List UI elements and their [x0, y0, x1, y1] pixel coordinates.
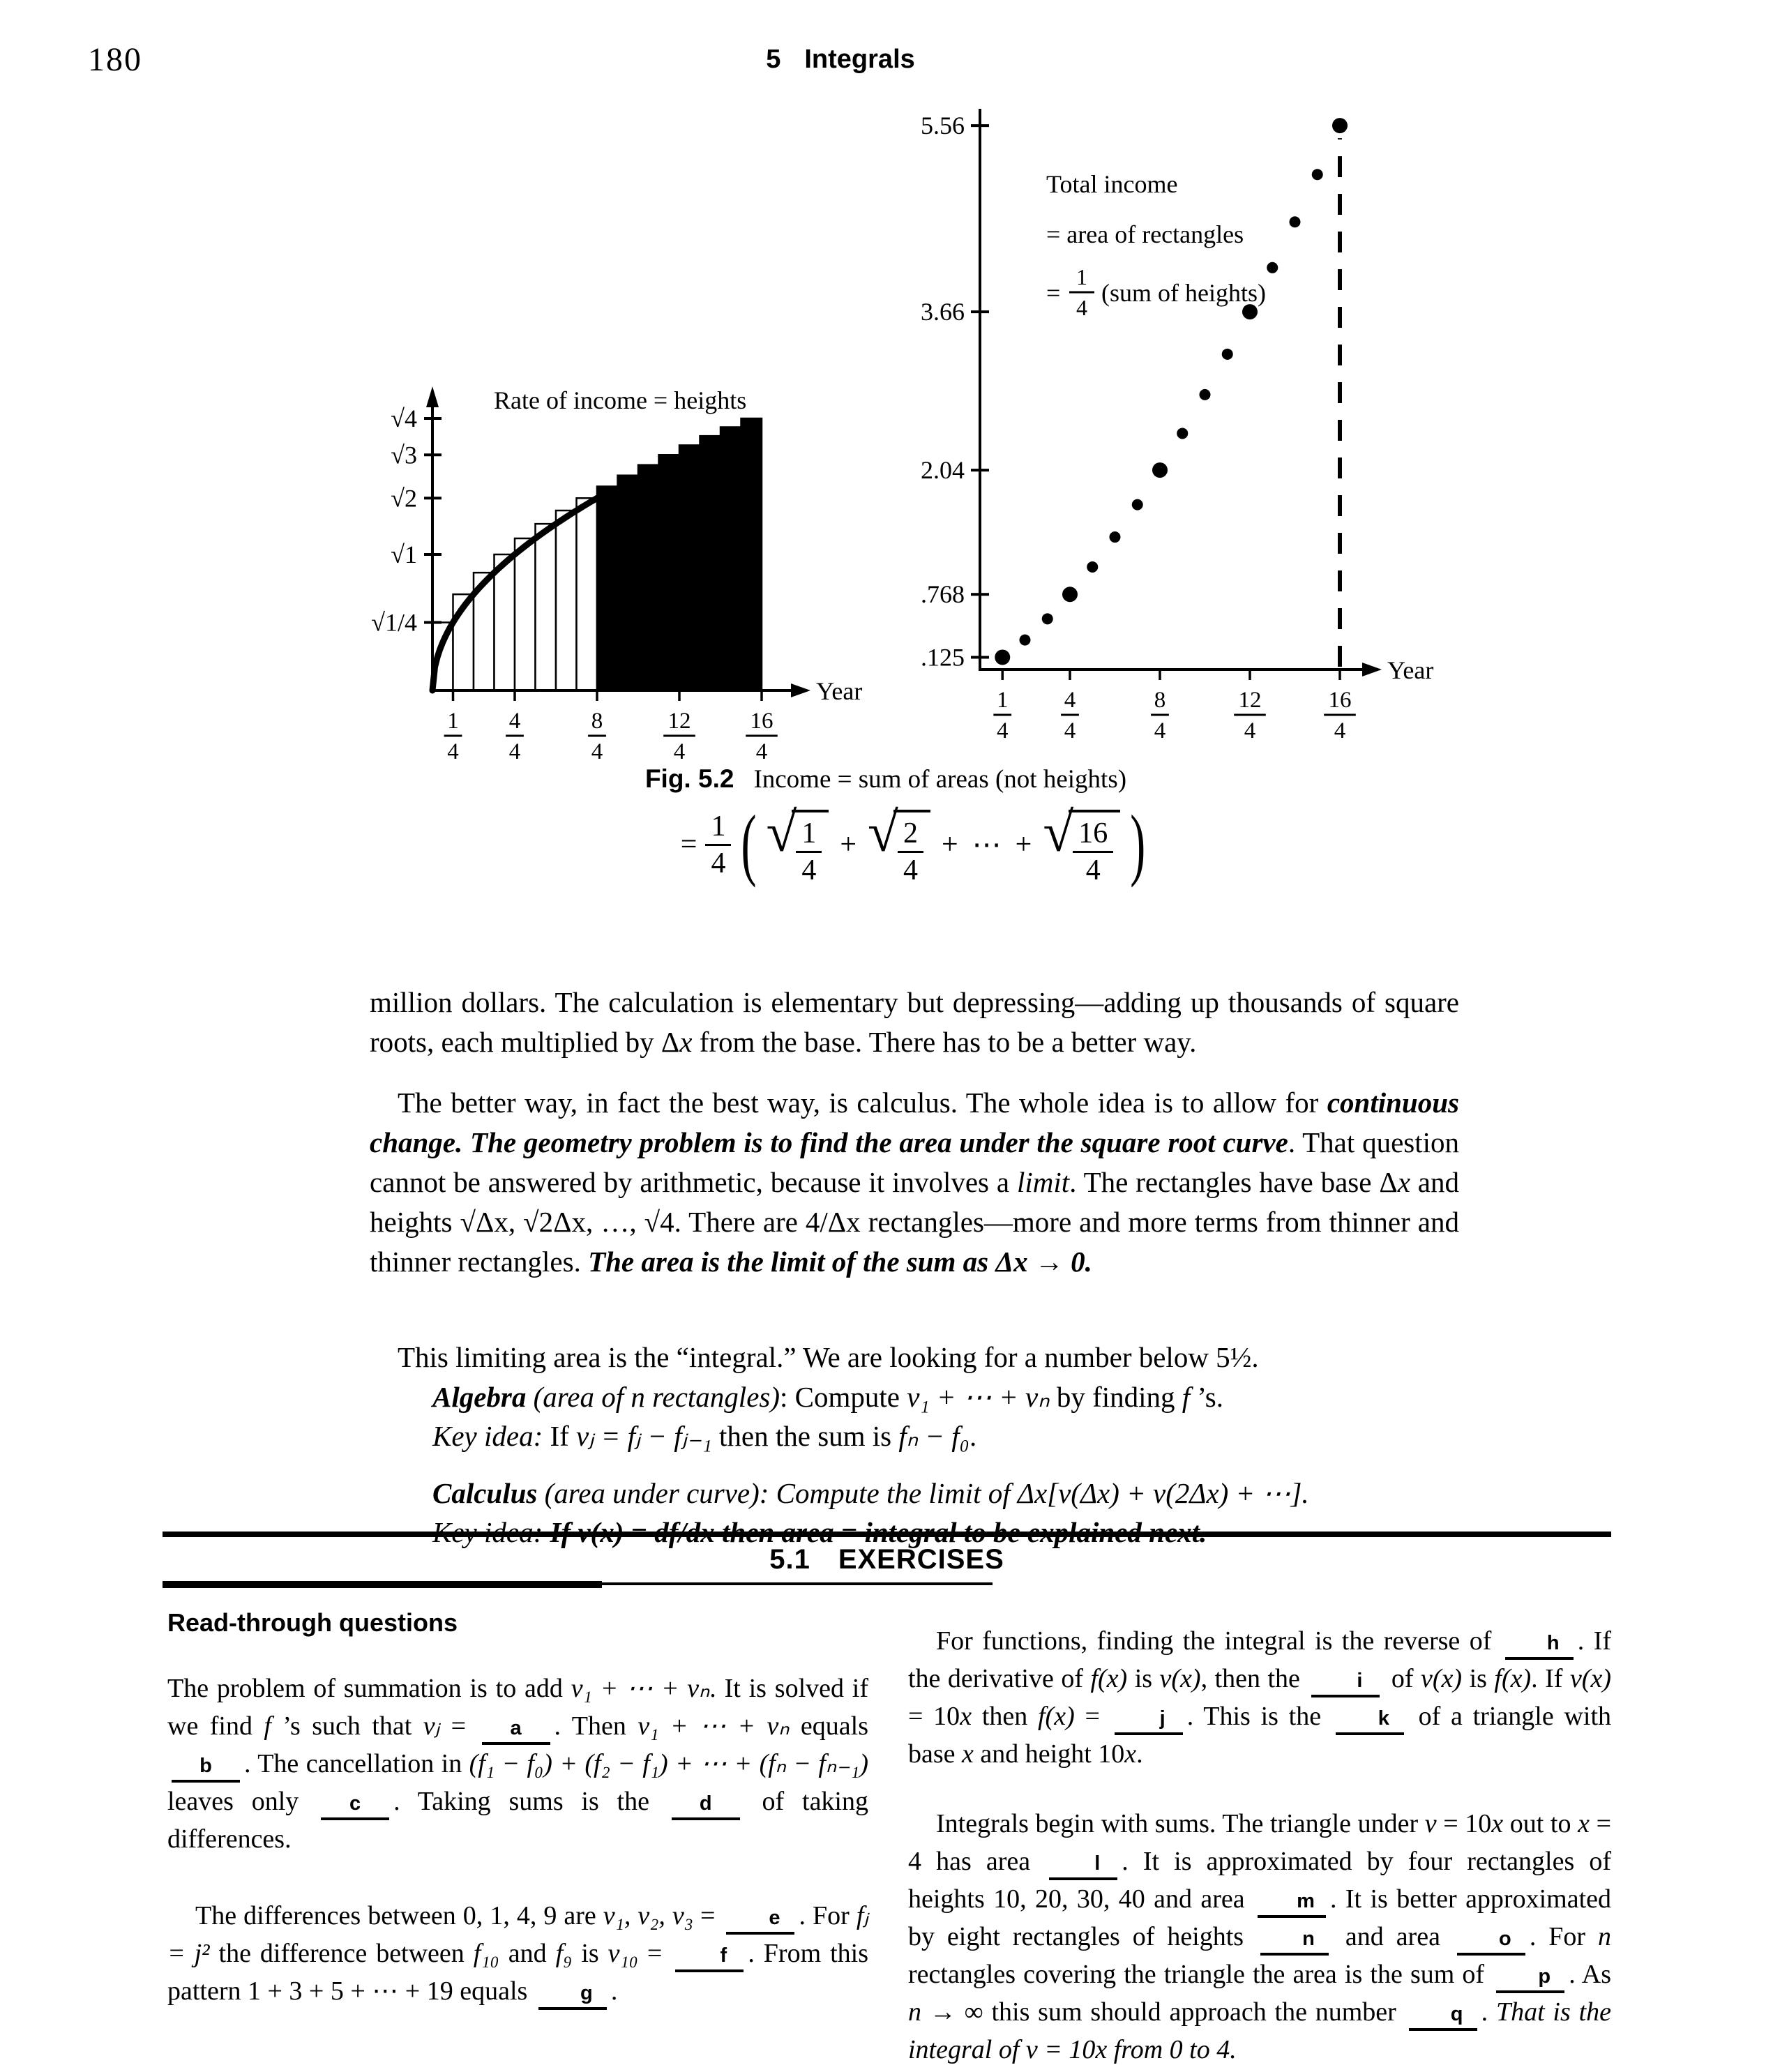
- text-run: equals: [789, 1711, 868, 1741]
- income-dot: [1110, 531, 1121, 543]
- text-run: [752, 1749, 759, 1778]
- text-run: v(x): [1159, 1664, 1201, 1693]
- text-run: x: [962, 1739, 974, 1769]
- readthrough-right-paragraph-1: [908, 1622, 1611, 1773]
- algebra-key-idea-line: [432, 1416, 1465, 1455]
- svg-text:1: 1: [447, 709, 459, 734]
- text-run: of: [1384, 1664, 1421, 1693]
- bar-chart-group: [371, 386, 862, 764]
- x-axis-arrow-icon: [1362, 663, 1382, 676]
- text-run: f(x): [1090, 1664, 1128, 1693]
- income-bar: [515, 538, 536, 690]
- fill-in-blank-f: f: [675, 1945, 744, 1972]
- page-number: 180: [88, 41, 142, 78]
- income-bar: [536, 524, 557, 690]
- text-run: (area of n rectangles): [526, 1381, 780, 1413]
- income-dot: [1267, 262, 1278, 273]
- text-run: : Compute: [780, 1381, 907, 1413]
- fill-in-blank-m: m: [1258, 1891, 1326, 1918]
- text-run: . As: [1569, 1960, 1611, 1989]
- text-run: .: [969, 1420, 977, 1452]
- text-run: . It is better approximated by eight rectangles of heights: [908, 1884, 1611, 1951]
- formula-equals: =: [680, 829, 697, 861]
- income-dot: [1020, 635, 1031, 646]
- y-axis-arrow-icon: [426, 386, 439, 407]
- text-run: f₉: [555, 1939, 573, 1968]
- paragraph-million-dollars: [370, 983, 1459, 1062]
- y-tick-label: √4: [391, 404, 417, 432]
- text-run: (area under curve): Compute the limit of Δx[v(Δx) + v(2Δx) + ⋯].: [537, 1477, 1309, 1509]
- text-run: . Taking sums is the: [393, 1787, 667, 1816]
- radical-icon: √: [766, 802, 797, 863]
- text-run: =: [1074, 1702, 1110, 1731]
- text-run: .: [1481, 1997, 1496, 2027]
- formula-terms: [766, 803, 1120, 886]
- text-run: and height 10: [973, 1739, 1125, 1769]
- exercises-header: [163, 1532, 1611, 1588]
- text-run: and heights √Δx, √2Δx, …, √4. There are 4/Δx rectangles—more and more terms from thinner and thinner rectangles.: [370, 1166, 1459, 1278]
- text-run: This limiting area is the “integral.” We are looking for a number below 5½.: [398, 1341, 1259, 1373]
- text-run: v: [1424, 1809, 1437, 1838]
- text-run: the difference between: [209, 1939, 474, 1968]
- text-run: . This is the: [1186, 1702, 1331, 1731]
- income-bar: [679, 445, 700, 690]
- algebra-line: [432, 1377, 1465, 1416]
- text-run: Calculus: [432, 1477, 538, 1509]
- income-dot: [1087, 561, 1098, 573]
- text-run: . It is solved if we find: [167, 1674, 869, 1741]
- text-run: . That question cannot be answered by arithmetic, because it involves a: [370, 1126, 1460, 1198]
- svg-text:12: 12: [667, 709, 691, 734]
- text-run: ’s such that: [271, 1711, 423, 1741]
- income-dot: [1062, 587, 1078, 602]
- text-run: vⱼ = fⱼ − fⱼ₋₁: [576, 1420, 712, 1452]
- income-dot: [1222, 349, 1233, 360]
- svg-text:4: 4: [1244, 718, 1256, 743]
- y-tick-label: 5.56: [921, 112, 965, 140]
- fill-in-blank-i: i: [1311, 1670, 1380, 1697]
- text-run: (fₙ − fₙ₋₁): [759, 1749, 869, 1778]
- svg-text:16: 16: [750, 709, 774, 734]
- income-bar: [597, 487, 618, 691]
- text-run: fₙ − f₀: [898, 1420, 970, 1452]
- income-dot: [1152, 462, 1168, 478]
- paragraph-limiting-area: [370, 1338, 1459, 1377]
- text-run: then: [972, 1702, 1038, 1731]
- text-run: f: [264, 1711, 271, 1741]
- text-run: x: [1578, 1809, 1590, 1838]
- text-run: , then the: [1200, 1664, 1308, 1693]
- svg-text:4: 4: [755, 739, 768, 764]
- sqrt-term: √ $\frac{16}{4}$: [1043, 803, 1120, 886]
- text-run: If: [543, 1420, 577, 1452]
- paragraph-better-way: [370, 1083, 1459, 1282]
- svg-text:4: 4: [508, 739, 521, 764]
- rate-of-income-bar-chart: [328, 363, 907, 767]
- text-run: . It is approximated by four rectangles of heights 10, 20, 30, 40 and area: [908, 1847, 1611, 1914]
- fill-in-blank-b: b: [172, 1755, 240, 1783]
- text-run: million dollars. The calculation is elementary but depressing—adding up thousands of square roots, each multiplied by Δ: [370, 986, 1459, 1058]
- text-run: . For: [1529, 1922, 1598, 1951]
- text-run: v(x): [1569, 1664, 1611, 1693]
- text-run: limit: [1016, 1166, 1070, 1198]
- svg-text:4: 4: [673, 739, 686, 764]
- fill-in-blank-j: j: [1115, 1708, 1183, 1735]
- y-tick-label: √3: [391, 441, 417, 469]
- text-run: =: [693, 1901, 723, 1930]
- annotation-frac-den: 4: [1076, 295, 1087, 320]
- y-tick-label: .768: [921, 580, 965, 609]
- text-run: is: [572, 1939, 608, 1968]
- text-run: and: [499, 1939, 556, 1968]
- text-run: . Then: [554, 1711, 638, 1741]
- annotation-line1: Total income: [1046, 170, 1178, 198]
- svg-text:4: 4: [1064, 688, 1076, 713]
- income-sum-formula: [370, 799, 1458, 889]
- fill-in-blank-n: n: [1260, 1928, 1329, 1956]
- text-run: by finding: [1049, 1381, 1182, 1413]
- text-run: The differences between 0, 1, 4, 9 are: [195, 1901, 603, 1930]
- figure-caption-label: Fig. 5.2: [644, 764, 734, 793]
- text-run: (f₁ − f₀) + (f₂ − f₁) + ⋯ +: [469, 1749, 753, 1778]
- text-run: That is the integral of v = 10x from 0 to 4.: [908, 1997, 1611, 2064]
- readthrough-left-paragraph-2: [167, 1897, 868, 2010]
- text-run: from the base. There has to be a better way.: [692, 1026, 1197, 1058]
- radical-icon: √: [868, 802, 898, 863]
- text-run: . From this pattern 1 + 3 + 5 + ⋯ + 19 equals: [167, 1939, 868, 2006]
- income-bar: [638, 465, 659, 690]
- text-run: =: [637, 1939, 672, 1968]
- text-run: v₁ + ⋯ + vₙ: [571, 1674, 710, 1703]
- income-dot: [1042, 613, 1053, 624]
- text-run: and area: [1333, 1922, 1453, 1951]
- text-run: .: [610, 1976, 618, 2006]
- text-run: f: [1182, 1381, 1191, 1413]
- text-run: Key idea:: [432, 1420, 543, 1452]
- text-run: For functions, finding the integral is the reverse of: [936, 1626, 1501, 1656]
- annotation-frac-num: 1: [1076, 264, 1087, 289]
- y-tick-label: √1/4: [371, 608, 417, 637]
- figure-caption-text: Income = sum of areas (not heights): [753, 765, 1127, 794]
- text-run: then the sum is: [711, 1420, 899, 1452]
- radical-icon: √: [1043, 802, 1074, 863]
- text-run: is: [1462, 1664, 1495, 1693]
- income-dot: [1290, 216, 1301, 227]
- text-run: x: [960, 1702, 972, 1731]
- chapter-number: 5: [766, 45, 781, 74]
- scatter-chart-group: [921, 109, 1433, 743]
- exercises-rule-bottom-thin: [602, 1582, 993, 1585]
- y-tick-label: 2.04: [921, 456, 965, 485]
- annotation-line3-eq: =: [1046, 279, 1061, 307]
- text-run: The area is the limit of the sum as Δx → 0.: [588, 1246, 1092, 1278]
- figure-caption: [342, 764, 1430, 794]
- income-bar: [618, 476, 639, 690]
- text-run: = 10: [1436, 1809, 1492, 1838]
- formula-operator: +: [1015, 829, 1032, 861]
- text-run: x: [1397, 1166, 1410, 1198]
- fill-in-blank-k: k: [1336, 1708, 1404, 1735]
- income-dot: [1312, 169, 1323, 180]
- income-bar: [700, 436, 721, 690]
- x-axis-arrow-icon: [791, 683, 810, 697]
- fill-in-blank-h: h: [1505, 1633, 1574, 1660]
- text-run: f₁₀: [473, 1939, 499, 1968]
- fill-in-blank-e: e: [726, 1907, 794, 1935]
- text-run: v₁ + ⋯ + vₙ: [637, 1711, 790, 1741]
- readthrough-right-paragraph-2: [908, 1805, 1611, 2069]
- income-dot: [1177, 428, 1188, 439]
- formula-coefficient-fraction: $\frac{1}{4}$: [705, 811, 731, 879]
- formula-operator: +: [941, 829, 958, 861]
- text-run: v₁₀: [608, 1939, 638, 1968]
- svg-text:4: 4: [1064, 718, 1076, 743]
- text-run: = 4 has area: [908, 1809, 1612, 1876]
- text-run: f(x): [1038, 1702, 1075, 1731]
- text-run: x: [1124, 1739, 1137, 1769]
- income-bar: [495, 554, 515, 690]
- text-run: . If: [1531, 1664, 1570, 1693]
- text-run: . The rectangles have base Δ: [1069, 1166, 1398, 1198]
- formula-open-paren: (: [741, 799, 757, 889]
- fill-in-blank-d: d: [672, 1793, 740, 1820]
- x-axis-label: Year: [816, 677, 863, 705]
- read-through-heading: Read-through questions: [167, 1608, 458, 1637]
- exercises-title: [163, 1537, 1611, 1581]
- text-run: of a triangle with base: [908, 1702, 1611, 1769]
- chapter-title: Integrals: [804, 45, 915, 74]
- fill-in-blank-o: o: [1457, 1928, 1525, 1956]
- formula-operator: +: [840, 829, 857, 861]
- svg-text:4: 4: [508, 709, 521, 734]
- income-bar: [556, 511, 577, 690]
- fill-in-blank-q: q: [1409, 2004, 1477, 2031]
- text-run: → ∞ this sum should approach the number: [921, 1997, 1405, 2027]
- fill-in-blank-l: l: [1049, 1853, 1117, 1880]
- svg-text:4: 4: [1154, 718, 1166, 743]
- svg-text:12: 12: [1238, 688, 1262, 713]
- chart-title: Rate of income = heights: [494, 386, 747, 414]
- exercises-rule-bottom: [163, 1581, 1611, 1588]
- text-run: . If the derivative of: [908, 1626, 1611, 1693]
- svg-text:4: 4: [997, 718, 1009, 743]
- text-run: n: [908, 1997, 921, 2027]
- text-run: Algebra: [432, 1381, 527, 1413]
- sqrt-term: √ $\frac{2}{4}$: [868, 803, 930, 886]
- text-run: x: [679, 1026, 693, 1058]
- fill-in-blank-g: g: [538, 1983, 607, 2010]
- income-dot: [995, 649, 1010, 665]
- svg-text:4: 4: [591, 739, 603, 764]
- svg-text:8: 8: [591, 709, 603, 734]
- text-run: vⱼ: [423, 1711, 440, 1741]
- income-dot: [1132, 499, 1143, 511]
- formula-operator: ⋯: [972, 829, 1002, 862]
- fill-in-blank-a: a: [482, 1718, 550, 1745]
- text-run: v(x): [1421, 1664, 1463, 1693]
- text-run: .: [1136, 1739, 1143, 1769]
- formula-close-paren: ): [1130, 799, 1146, 889]
- income-bar: [577, 498, 598, 690]
- y-tick-label: √1: [391, 540, 417, 568]
- fill-in-blank-p: p: [1496, 1966, 1564, 1993]
- income-bar: [720, 427, 741, 690]
- text-run: v₁ + ⋯ + vₙ: [907, 1381, 1050, 1413]
- text-run: n: [1598, 1922, 1611, 1951]
- exercises-section-number: 5.1: [769, 1544, 810, 1575]
- income-dot: [1332, 118, 1348, 133]
- text-run: of taking differences.: [167, 1787, 868, 1854]
- svg-text:8: 8: [1154, 688, 1166, 713]
- text-run: . For: [799, 1901, 857, 1930]
- chapter-heading: [766, 45, 915, 75]
- text-run: =: [439, 1711, 478, 1741]
- svg-text:16: 16: [1328, 688, 1352, 713]
- annotation-line2: = area of rectangles: [1046, 220, 1244, 248]
- algebra-calculus-block: [432, 1377, 1465, 1552]
- fill-in-blank-c: c: [321, 1793, 389, 1820]
- text-run: v₁, v₂, v₃: [603, 1901, 694, 1930]
- exercises-rule-bottom-thick: [163, 1581, 602, 1588]
- svg-text:4: 4: [447, 739, 459, 764]
- text-run: x: [1491, 1809, 1504, 1838]
- y-tick-label: 3.66: [921, 298, 965, 326]
- income-dot: [1200, 389, 1211, 400]
- exercises-rule-top: [163, 1532, 1611, 1537]
- income-bar: [741, 418, 762, 690]
- sqrt-term: √ $\frac{1}{4}$: [766, 803, 829, 886]
- calculus-line: [432, 1474, 1465, 1513]
- text-run: . The cancellation in: [244, 1749, 469, 1778]
- text-run: is: [1127, 1664, 1160, 1693]
- y-tick-label: √2: [391, 484, 417, 513]
- text-run: ’s.: [1190, 1381, 1224, 1413]
- svg-text:1: 1: [997, 688, 1009, 713]
- text-run: out to: [1503, 1809, 1578, 1838]
- text-run: f(x): [1494, 1664, 1532, 1693]
- income-bar: [659, 455, 680, 690]
- exercises-section-title: EXERCISES: [838, 1544, 1004, 1575]
- annotation-line3-suffix: (sum of heights): [1101, 279, 1266, 307]
- text-run: leaves only: [167, 1787, 317, 1816]
- text-run: The problem of summation is to add: [167, 1674, 571, 1703]
- text-run: The better way, in fact the best way, is calculus. The whole idea is to allow for: [398, 1087, 1327, 1119]
- text-run: Integrals begin with sums. The triangle under: [936, 1809, 1425, 1838]
- total-income-scatter-chart: [903, 42, 1482, 746]
- x-axis-label: Year: [1387, 656, 1434, 684]
- text-run: = 10: [908, 1702, 960, 1731]
- text-run: fⱼ = j²: [167, 1901, 869, 1968]
- text-run: continuous change. The geometry problem is to find the area under the square root curve: [370, 1087, 1459, 1158]
- readthrough-left-paragraph-1: [167, 1670, 868, 1858]
- y-tick-label: .125: [921, 643, 965, 672]
- text-run: rectangles covering the triangle the area is the sum of: [908, 1960, 1493, 1989]
- svg-text:4: 4: [1334, 718, 1346, 743]
